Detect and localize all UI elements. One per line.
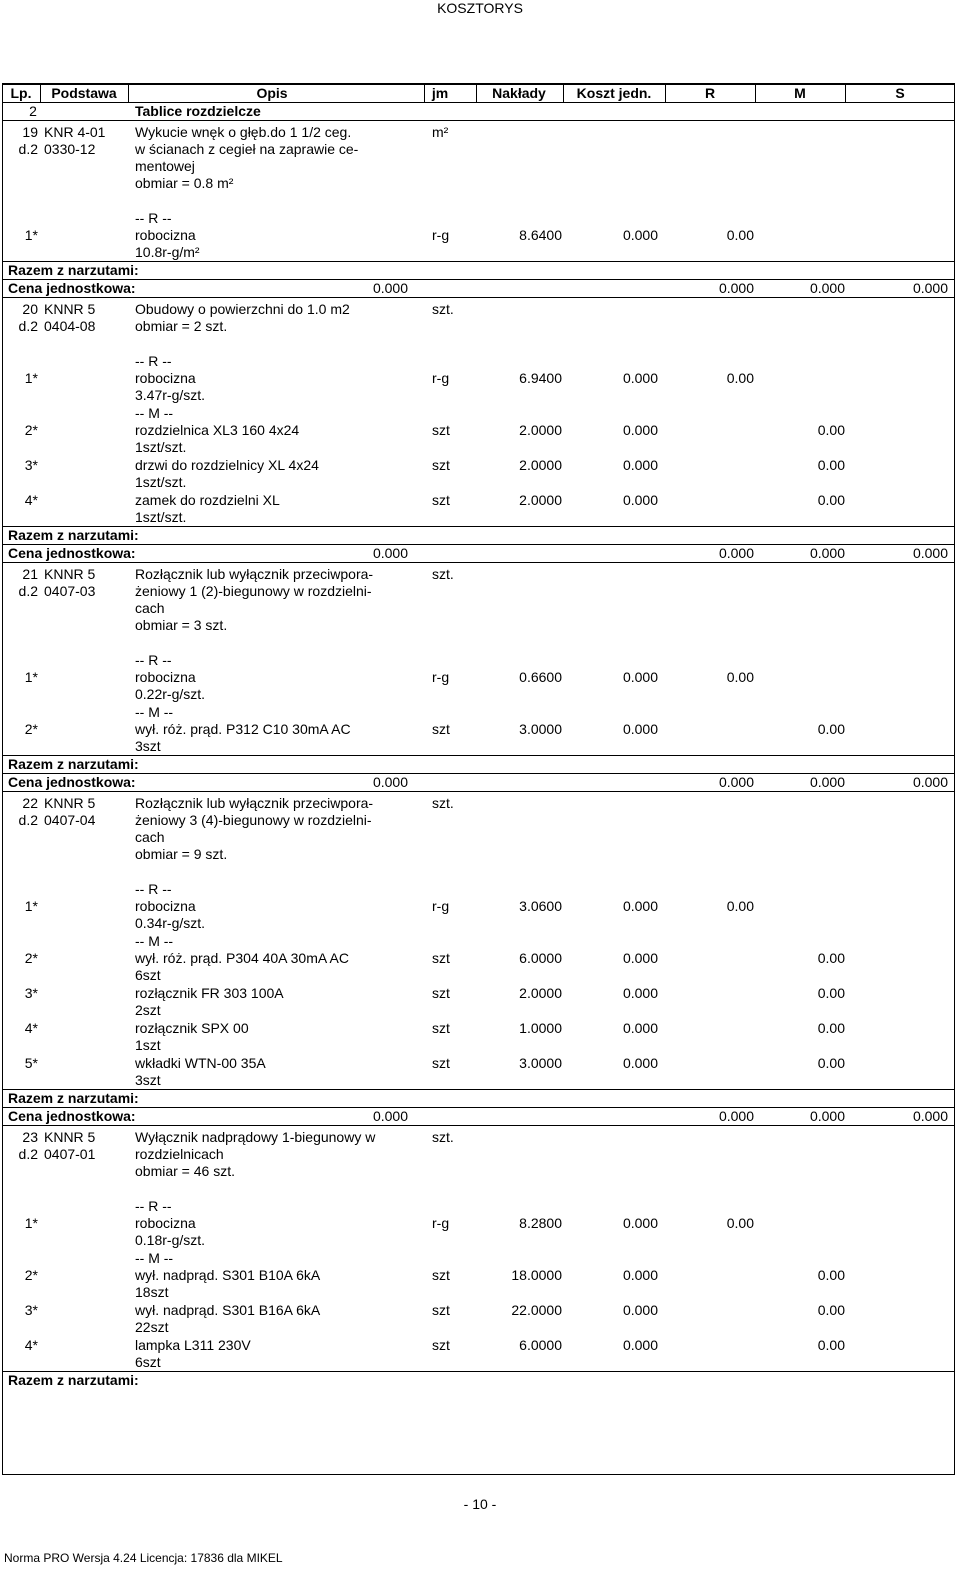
- item-norm: 10.8r-g/m²: [135, 244, 200, 260]
- column-header: Lp.: [10, 85, 32, 101]
- row-divider: [2, 544, 955, 545]
- row-divider: [2, 297, 955, 298]
- unit-price-value: 0.000: [809, 774, 845, 790]
- item-unit: szt: [432, 422, 450, 438]
- resource-group-label: -- M --: [135, 704, 174, 720]
- column-header: Nakłady: [492, 85, 546, 101]
- unit-price-value: 0.000: [718, 774, 754, 790]
- item-quantity: 0.6600: [519, 669, 562, 685]
- item-norm: 1szt/szt.: [135, 509, 187, 525]
- total-with-markups-label: Razem z narzutami:: [8, 1090, 139, 1106]
- resource-group-label: -- M --: [135, 405, 174, 421]
- item-value: 0.00: [817, 457, 845, 473]
- item-quantity: 1.0000: [519, 1020, 562, 1036]
- basis-code: 0404-08: [44, 318, 96, 334]
- item-unit: r-g: [432, 669, 450, 685]
- unit-price-label: Cena jednostkowa:: [8, 545, 136, 561]
- position-chapter: d.2: [18, 812, 38, 828]
- section-number: 2: [29, 103, 37, 119]
- item-quantity: 6.0000: [519, 950, 562, 966]
- item-value: 0.00: [817, 492, 845, 508]
- row-divider: [2, 1371, 955, 1372]
- unit-price-label: Cena jednostkowa:: [8, 774, 136, 790]
- item-number: 1*: [24, 898, 38, 914]
- position-chapter: d.2: [18, 318, 38, 334]
- item-norm: 1szt: [135, 1037, 161, 1053]
- basis-catalog: KNNR 5: [44, 795, 96, 811]
- item-value: 0.00: [817, 721, 845, 737]
- item-norm: 0.34r-g/szt.: [135, 915, 206, 931]
- basis-code: 0407-04: [44, 812, 96, 828]
- item-unit: r-g: [432, 227, 450, 243]
- item-name: robocizna: [135, 1215, 196, 1231]
- table-bottom-border: [2, 1474, 955, 1475]
- row-divider: [2, 526, 955, 527]
- item-name: robocizna: [135, 370, 196, 386]
- item-value: 0.00: [726, 227, 754, 243]
- item-value: 0.00: [726, 1215, 754, 1231]
- item-norm: 2szt: [135, 1002, 161, 1018]
- item-value: 0.00: [817, 1020, 845, 1036]
- item-number: 1*: [24, 669, 38, 685]
- description-line: Obudowy o powierzchni do 1.0 m2: [135, 301, 350, 317]
- item-name: robocizna: [135, 898, 196, 914]
- unit-of-measure: m²: [432, 124, 449, 140]
- item-unit: szt: [432, 1267, 450, 1283]
- row-divider: [2, 1125, 955, 1126]
- item-value: 0.00: [817, 950, 845, 966]
- description-line: Wykucie wnęk o głęb.do 1 1/2 ceg.: [135, 124, 352, 140]
- unit-price-value: 0.000: [372, 774, 408, 790]
- basis-code: 0330-12: [44, 141, 96, 157]
- row-divider: [2, 755, 955, 756]
- item-number: 3*: [24, 1302, 38, 1318]
- item-quantity: 2.0000: [519, 457, 562, 473]
- item-quantity: 18.0000: [511, 1267, 562, 1283]
- item-value: 0.00: [817, 1337, 845, 1353]
- item-value: 0.00: [726, 898, 754, 914]
- description-line: obmiar = 2 szt.: [135, 318, 228, 334]
- item-quantity: 22.0000: [511, 1302, 562, 1318]
- row-divider: [2, 791, 955, 792]
- column-header: Koszt jedn.: [576, 85, 652, 101]
- position-chapter: d.2: [18, 1146, 38, 1162]
- item-unit-price: 0.000: [622, 1267, 658, 1283]
- resource-group-label: -- R --: [135, 881, 172, 897]
- item-number: 4*: [24, 492, 38, 508]
- item-unit-price: 0.000: [622, 1055, 658, 1071]
- resource-group-label: -- M --: [135, 933, 174, 949]
- unit-price-value: 0.000: [372, 280, 408, 296]
- item-name: wkładki WTN-00 35A: [135, 1055, 266, 1071]
- item-unit-price: 0.000: [622, 457, 658, 473]
- item-unit: szt: [432, 1020, 450, 1036]
- description-line: żeniowy 3 (4)-biegunowy w rozdzielni-: [135, 812, 372, 828]
- resource-group-label: -- R --: [135, 652, 172, 668]
- item-name: wył. róż. prąd. P304 40A 30mA AC: [135, 950, 350, 966]
- table-left-border: [2, 83, 3, 1475]
- item-value: 0.00: [726, 669, 754, 685]
- unit-of-measure: szt.: [432, 1129, 454, 1145]
- item-number: 2*: [24, 721, 38, 737]
- basis-code: 0407-03: [44, 583, 96, 599]
- item-unit: szt: [432, 721, 450, 737]
- item-unit-price: 0.000: [622, 1215, 658, 1231]
- description-line: Wyłącznik nadprądowy 1-biegunowy w: [135, 1129, 376, 1145]
- item-quantity: 3.0000: [519, 1055, 562, 1071]
- description-line: obmiar = 3 szt.: [135, 617, 228, 633]
- resource-group-label: -- R --: [135, 353, 172, 369]
- item-quantity: 3.0000: [519, 721, 562, 737]
- item-norm: 0.18r-g/szt.: [135, 1232, 206, 1248]
- item-number: 2*: [24, 422, 38, 438]
- resource-group-label: -- M --: [135, 1250, 174, 1266]
- item-quantity: 6.0000: [519, 1337, 562, 1353]
- unit-price-value: 0.000: [912, 774, 948, 790]
- unit-price-label: Cena jednostkowa:: [8, 280, 136, 296]
- item-quantity: 6.9400: [519, 370, 562, 386]
- column-header: Opis: [256, 85, 288, 101]
- item-number: 5*: [24, 1055, 38, 1071]
- item-norm: 22szt: [135, 1319, 169, 1335]
- position-number: 19: [22, 124, 38, 140]
- item-unit-price: 0.000: [622, 492, 658, 508]
- item-name: rozłącznik FR 303 100A: [135, 985, 284, 1001]
- item-value: 0.00: [817, 1302, 845, 1318]
- item-quantity: 2.0000: [519, 422, 562, 438]
- item-name: wył. nadprąd. S301 B16A 6kA: [135, 1302, 321, 1318]
- total-with-markups-label: Razem z narzutami:: [8, 1372, 139, 1388]
- item-number: 1*: [24, 1215, 38, 1231]
- item-unit: r-g: [432, 370, 450, 386]
- basis-code: 0407-01: [44, 1146, 96, 1162]
- item-norm: 3szt: [135, 738, 161, 754]
- item-unit-price: 0.000: [622, 721, 658, 737]
- resource-group-label: -- R --: [135, 210, 172, 226]
- item-number: 1*: [24, 227, 38, 243]
- item-number: 2*: [24, 950, 38, 966]
- item-name: lampka L311 230V: [135, 1337, 251, 1353]
- item-unit-price: 0.000: [622, 985, 658, 1001]
- unit-price-value: 0.000: [912, 280, 948, 296]
- item-unit-price: 0.000: [622, 227, 658, 243]
- position-chapter: d.2: [18, 141, 38, 157]
- item-unit-price: 0.000: [622, 422, 658, 438]
- unit-price-value: 0.000: [809, 1108, 845, 1124]
- item-quantity: 8.2800: [519, 1215, 562, 1231]
- unit-price-value: 0.000: [809, 545, 845, 561]
- total-with-markups-label: Razem z narzutami:: [8, 527, 139, 543]
- description-line: żeniowy 1 (2)-biegunowy w rozdzielni-: [135, 583, 372, 599]
- total-with-markups-label: Razem z narzutami:: [8, 756, 139, 772]
- item-unit: szt: [432, 457, 450, 473]
- item-norm: 1szt/szt.: [135, 439, 187, 455]
- item-name: rozdzielnica XL3 160 4x24: [135, 422, 300, 438]
- row-divider: [2, 1089, 955, 1090]
- item-name: rozłącznik SPX 00: [135, 1020, 249, 1036]
- row-divider: [2, 562, 955, 563]
- item-unit: szt: [432, 950, 450, 966]
- row-divider: [2, 279, 955, 280]
- row-divider: [2, 261, 955, 262]
- basis-catalog: KNNR 5: [44, 301, 96, 317]
- position-number: 20: [22, 301, 38, 317]
- basis-catalog: KNNR 5: [44, 1129, 96, 1145]
- item-number: 3*: [24, 457, 38, 473]
- page-number: - 10 -: [463, 1496, 497, 1512]
- item-unit: szt: [432, 1337, 450, 1353]
- item-norm: 3szt: [135, 1072, 161, 1088]
- unit-of-measure: szt.: [432, 566, 454, 582]
- item-unit: r-g: [432, 898, 450, 914]
- item-name: zamek do rozdzielni XL: [135, 492, 280, 508]
- basis-catalog: KNR 4-01: [44, 124, 106, 140]
- row-divider: [2, 773, 955, 774]
- item-quantity: 3.0600: [519, 898, 562, 914]
- description-line: obmiar = 9 szt.: [135, 846, 228, 862]
- item-norm: 1szt/szt.: [135, 474, 187, 490]
- resource-group-label: -- R --: [135, 1198, 172, 1214]
- unit-price-value: 0.000: [912, 1108, 948, 1124]
- item-unit: szt: [432, 985, 450, 1001]
- item-unit: szt: [432, 1302, 450, 1318]
- description-line: obmiar = 0.8 m²: [135, 175, 234, 191]
- description-line: mentowej: [135, 158, 195, 174]
- unit-price-value: 0.000: [718, 1108, 754, 1124]
- column-header: M: [794, 85, 806, 101]
- row-divider: [2, 1107, 955, 1108]
- item-norm: 18szt: [135, 1284, 169, 1300]
- document-title: KOSZTORYS: [437, 0, 523, 16]
- item-value: 0.00: [817, 1055, 845, 1071]
- description-line: cach: [135, 829, 165, 845]
- item-unit-price: 0.000: [622, 669, 658, 685]
- unit-price-value: 0.000: [372, 1108, 408, 1124]
- description-line: w ścianach z cegieł na zaprawie ce-: [135, 141, 359, 157]
- basis-catalog: KNNR 5: [44, 566, 96, 582]
- software-footer: Norma PRO Wersja 4.24 Licencja: 17836 dla MIKEL: [4, 1551, 283, 1565]
- description-line: Rozłącznik lub wyłącznik przeciwpora-: [135, 566, 374, 582]
- position-number: 23: [22, 1129, 38, 1145]
- item-name: robocizna: [135, 669, 196, 685]
- item-quantity: 2.0000: [519, 985, 562, 1001]
- item-value: 0.00: [817, 422, 845, 438]
- description-line: cach: [135, 600, 165, 616]
- item-name: wył. róż. prąd. P312 C10 30mA AC: [135, 721, 351, 737]
- item-number: 2*: [24, 1267, 38, 1283]
- item-number: 4*: [24, 1020, 38, 1036]
- item-unit-price: 0.000: [622, 1337, 658, 1353]
- description-line: Rozłącznik lub wyłącznik przeciwpora-: [135, 795, 374, 811]
- item-number: 4*: [24, 1337, 38, 1353]
- item-quantity: 2.0000: [519, 492, 562, 508]
- unit-of-measure: szt.: [432, 795, 454, 811]
- item-unit-price: 0.000: [622, 1020, 658, 1036]
- description-line: rozdzielnicach: [135, 1146, 224, 1162]
- item-unit-price: 0.000: [622, 898, 658, 914]
- position-number: 22: [22, 795, 38, 811]
- column-header: Podstawa: [51, 85, 117, 101]
- item-name: drzwi do rozdzielnicy XL 4x24: [135, 457, 319, 473]
- item-name: wył. nadprąd. S301 B10A 6kA: [135, 1267, 321, 1283]
- description-line: obmiar = 46 szt.: [135, 1163, 235, 1179]
- item-value: 0.00: [726, 370, 754, 386]
- item-unit-price: 0.000: [622, 1302, 658, 1318]
- item-number: 3*: [24, 985, 38, 1001]
- item-norm: 0.22r-g/szt.: [135, 686, 206, 702]
- item-norm: 6szt: [135, 1354, 161, 1370]
- item-unit: r-g: [432, 1215, 450, 1231]
- section-divider: [2, 120, 955, 121]
- item-norm: 3.47r-g/szt.: [135, 387, 206, 403]
- unit-price-label: Cena jednostkowa:: [8, 1108, 136, 1124]
- unit-of-measure: szt.: [432, 301, 454, 317]
- column-header: R: [704, 85, 716, 101]
- unit-price-value: 0.000: [718, 280, 754, 296]
- unit-price-value: 0.000: [718, 545, 754, 561]
- item-number: 1*: [24, 370, 38, 386]
- column-header: S: [895, 85, 905, 101]
- item-unit: szt: [432, 1055, 450, 1071]
- unit-price-value: 0.000: [372, 545, 408, 561]
- item-value: 0.00: [817, 985, 845, 1001]
- item-value: 0.00: [817, 1267, 845, 1283]
- unit-price-value: 0.000: [809, 280, 845, 296]
- item-unit-price: 0.000: [622, 370, 658, 386]
- total-with-markups-label: Razem z narzutami:: [8, 262, 139, 278]
- section-title: Tablice rozdzielcze: [135, 103, 261, 119]
- table-right-border: [954, 83, 955, 1475]
- item-name: robocizna: [135, 227, 196, 243]
- position-number: 21: [22, 566, 38, 582]
- item-unit-price: 0.000: [622, 950, 658, 966]
- item-unit: szt: [432, 492, 450, 508]
- position-chapter: d.2: [18, 583, 38, 599]
- column-header: jm: [431, 85, 449, 101]
- item-norm: 6szt: [135, 967, 161, 983]
- item-quantity: 8.6400: [519, 227, 562, 243]
- unit-price-value: 0.000: [912, 545, 948, 561]
